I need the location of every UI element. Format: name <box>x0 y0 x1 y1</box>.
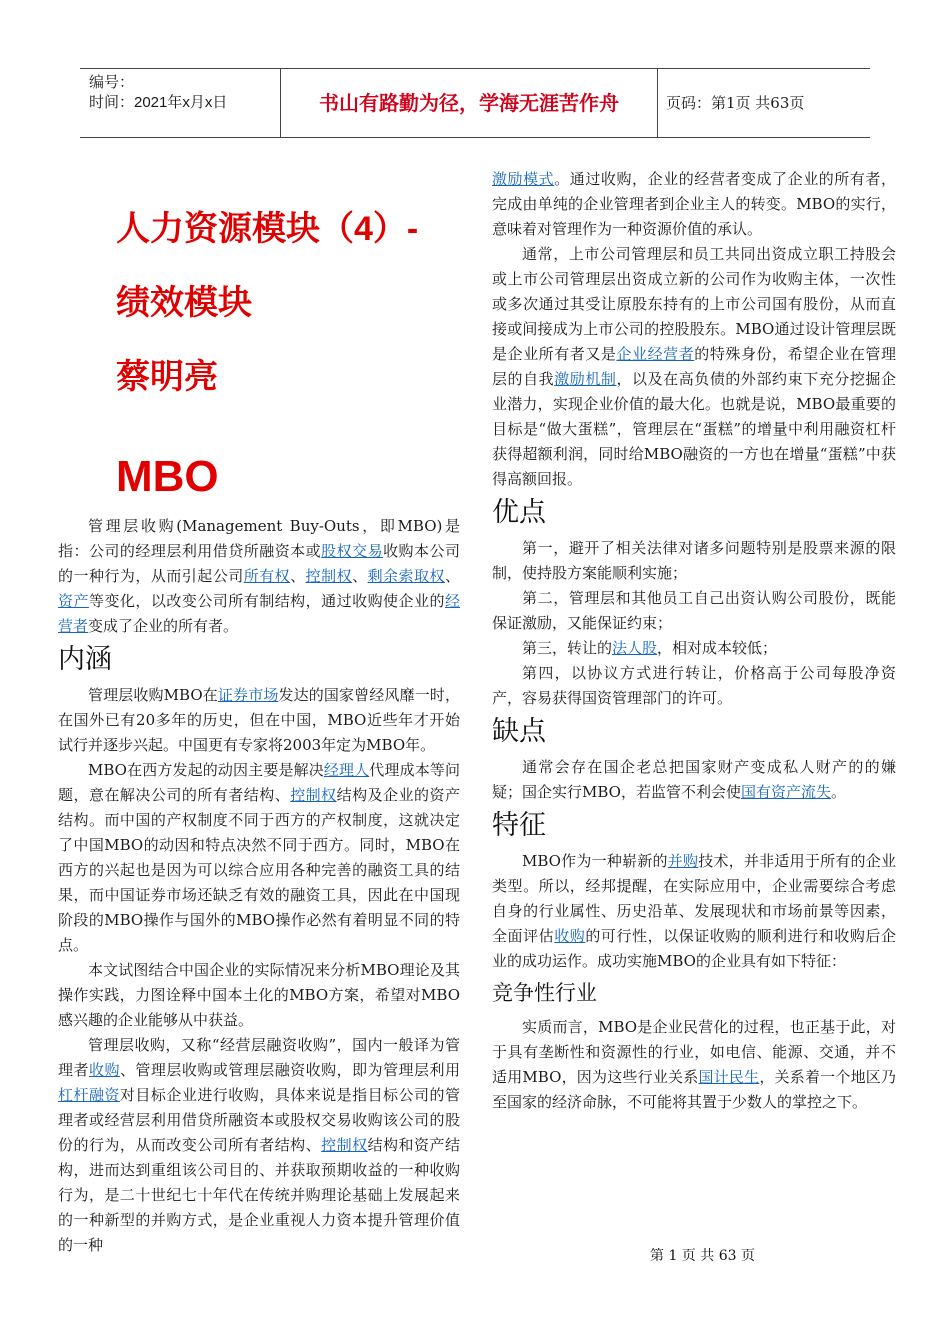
text-run: 等变化，以改变公司所有制结构，通过收购使企业的 <box>88 592 445 610</box>
heading-competitive-industry: 竞争性行业 <box>492 982 597 1005</box>
tezheng-paragraph <box>492 849 896 974</box>
link-incentive-mechanism[interactable]: 激励机制 <box>554 370 617 388</box>
text-run: ，以及在高负债的外部约束下充分挖掘企业潜力，实现企业价值的最大化。也就是说，MBO最重要的目标是“做大蛋糕”，管理层在“蛋糕”的增量中利用融资杠杆获得超额利润，同时给MBO融资的一方也在增量“蛋糕”中获得高额回报。 <box>492 370 896 488</box>
text-run: 技术，并非适用于所有的企业类型。所以，经邦提醒，在实际应用中，企业需要综合考虑自身的行业属性、历史沿革、发展现状和市场前景等因素，全面评估 <box>492 852 896 945</box>
intro-paragraph <box>58 514 460 639</box>
link-equity-trading[interactable]: 股权交易 <box>321 542 384 560</box>
link-acquisition-2[interactable]: 收购 <box>554 927 586 945</box>
neihan-paragraph-4 <box>58 1033 460 1258</box>
link-securities-market[interactable]: 证券市场 <box>217 686 279 704</box>
title-author: 蔡明亮 <box>116 358 218 396</box>
heading-tezheng: 特征 <box>492 810 546 840</box>
text-run: 的可行性，以保证收购的顺利进行和收购后企业的成功运作。成功实施MBO的企业具有如下特征： <box>492 927 896 970</box>
link-operator[interactable]: 经营者 <box>58 592 460 635</box>
text-run: 实质而言，MBO是企业民营化的过程，也正基于此，对于具有垄断性和资源性的行业，如电信、能源、交通，并不适用MBO，因为这些行业关系 <box>492 1018 896 1086</box>
text-run: 的特殊身份，希望企业在管理层的自我 <box>492 345 896 388</box>
link-control-right[interactable]: 控制权 <box>305 567 353 585</box>
neihan-paragraph-1 <box>58 683 460 758</box>
text-run: 结构和资产结构，进而达到重组该公司目的、并获取预期收益的一种收购行为，是二十世纪七十年代在传统并购理论基础上发展起来的一种新型的并购方式，是企业重视人力资本提升管理价值的一种 <box>58 1136 460 1254</box>
text-run: 收购本公司的一种行为，从而引起公司 <box>58 542 460 585</box>
link-ownership[interactable]: 所有权 <box>243 567 291 585</box>
heading-neihan: 内涵 <box>58 644 112 674</box>
left-column <box>58 514 460 1258</box>
page-footer: 第 1 页 共 63 页 <box>650 1248 755 1264</box>
text-run: ，相对成本较低； <box>657 639 778 657</box>
link-incentive-model[interactable]: 激励模式 <box>492 170 555 188</box>
text-run: 管理层收购(Management Buy-Outs，即MBO)是指：公司的经理层利用借贷所融资本或 <box>58 517 460 560</box>
text-run: MBO在西方发起的动因主要是解决 <box>88 761 324 779</box>
advantage-2: 第二，管理层和其他员工自己出资认购公司股份，既能保证激励，又能保证约束； <box>492 589 896 632</box>
right-column <box>492 167 896 1115</box>
link-manager[interactable]: 经理人 <box>323 761 370 779</box>
link-state-asset-loss[interactable]: 国有资产流失 <box>740 783 831 801</box>
document-number-label: 编号： <box>89 74 135 91</box>
title-line-1: 人力资源模块（4）- <box>116 210 419 248</box>
document-date: 时间：2021年x月x日 <box>89 94 228 111</box>
link-acquisition[interactable]: 收购 <box>88 1061 120 1079</box>
header-motto: 书山有路勤为径，学海无涯苦作舟 <box>280 69 658 137</box>
neihan-paragraph-3: 本文试图结合中国企业的实际情况来分析MBO理论及其操作实践，力图诠释中国本土化的MBO方案，希望对MBO感兴趣的企业能够从中获益。 <box>58 961 460 1029</box>
link-enterprise-operator[interactable]: 企业经营者 <box>616 345 695 363</box>
advantage-4: 第四，以协议方式进行转让，价格高于公司每股净资产，容易获得国资管理部门的许可。 <box>492 664 896 707</box>
text-run: 通常会存在国企老总把国家财产变成私人财产的的嫌疑；国企实行MBO，若监管不利会使 <box>492 758 896 801</box>
text-run: 、 <box>290 567 306 585</box>
text-run: 管理层收购MBO在 <box>88 686 218 704</box>
text-run: 。 <box>830 783 846 801</box>
link-control-right-3[interactable]: 控制权 <box>321 1136 368 1154</box>
link-merger[interactable]: 并购 <box>667 852 699 870</box>
text-run: 变成了企业的所有者。 <box>88 617 239 635</box>
header-page-info: 页码：第1页 共63页 <box>666 94 805 112</box>
document-title <box>116 192 456 414</box>
link-national-economy[interactable]: 国计民生 <box>698 1068 760 1086</box>
link-residual-claim[interactable]: 剩余索取权 <box>367 567 445 585</box>
text-run: 代理成本等问题，意在解决公司的所有者结构、 <box>58 761 460 804</box>
link-legal-person-share[interactable]: 法人股 <box>612 639 658 657</box>
text-run: 发达的国家曾经风靡一时，在国外已有20多年的历史，但在中国，MBO近些年才开始试行并逐步兴起。中国更有专家将2003年定为MBO年。 <box>58 686 460 754</box>
text-run: 。通过收购，企业的经营者变成了企业的所有者，完成由单纯的企业管理者到企业主人的转变。MBO的实行，意味着对管理作为一种资源价值的承认。 <box>492 170 896 238</box>
text-run: 对目标企业进行收购，具体来说是指目标公司的管理者或经营层利用借贷所融资本或股权交易收购该公司的股份的行为，从而改变公司所有者结构、 <box>58 1086 460 1154</box>
text-run: 、 <box>352 567 368 585</box>
text-run: 、 <box>444 567 460 585</box>
link-leverage-financing[interactable]: 杠杆融资 <box>58 1086 120 1104</box>
heading-quedian: 缺点 <box>492 716 546 746</box>
page-header <box>80 68 870 138</box>
quedian-paragraph <box>492 755 896 805</box>
text-run: 结构及企业的资产结构。而中国的产权制度不同于西方的产权制度，这就决定了中国MBO的动因和特点决然不同于西方。同时，MBO在西方的兴起也是因为可以综合应用各种完善的融资工具的结果，而中国证券市场还缺乏有效的融资工具，因此在中国现阶段的MBO操作与国外的MBO操作必然有着明显不同的特点。 <box>58 786 460 954</box>
text-run: MBO作为一种崭新的 <box>522 852 668 870</box>
advantage-3 <box>492 636 896 661</box>
neihan-paragraph-4-continued <box>492 167 896 242</box>
link-assets[interactable]: 资产 <box>58 592 89 610</box>
advantage-1: 第一，避开了相关法律对诸多问题特别是股票来源的限制，使持股方案能顺利实施； <box>492 539 896 582</box>
competitive-industry-paragraph <box>492 1015 896 1115</box>
title-line-2: 绩效模块 <box>116 284 252 322</box>
text-run: 第三，转让的 <box>522 639 613 657</box>
neihan-paragraph-5 <box>492 242 896 492</box>
header-left-cell <box>80 69 280 137</box>
link-control-right-2[interactable]: 控制权 <box>290 786 337 804</box>
text-run: 、管理层收购或管理层融资收购，即为管理层利用 <box>119 1061 460 1079</box>
text-run: ，关系着一个地区乃至国家的经济命脉，不可能将其置于少数人的掌控之下。 <box>492 1068 896 1111</box>
neihan-paragraph-2 <box>58 758 460 958</box>
section-title-mbo: MBO <box>116 452 219 501</box>
text-run: 管理层收购，又称“经营层融资收购”，国内一般译为管理者 <box>58 1036 460 1079</box>
text-run: 通常，上市公司管理层和员工共同出资成立职工持股会或上市公司管理层出资成立新的公司作为收购主体，一次性或多次通过其受让原股东持有的上市公司国有股份，从而直接或间接成为上市公司的控股股东。MBO通过设计管理层既是企业所有者又是 <box>492 245 896 363</box>
heading-youdian: 优点 <box>492 497 546 527</box>
